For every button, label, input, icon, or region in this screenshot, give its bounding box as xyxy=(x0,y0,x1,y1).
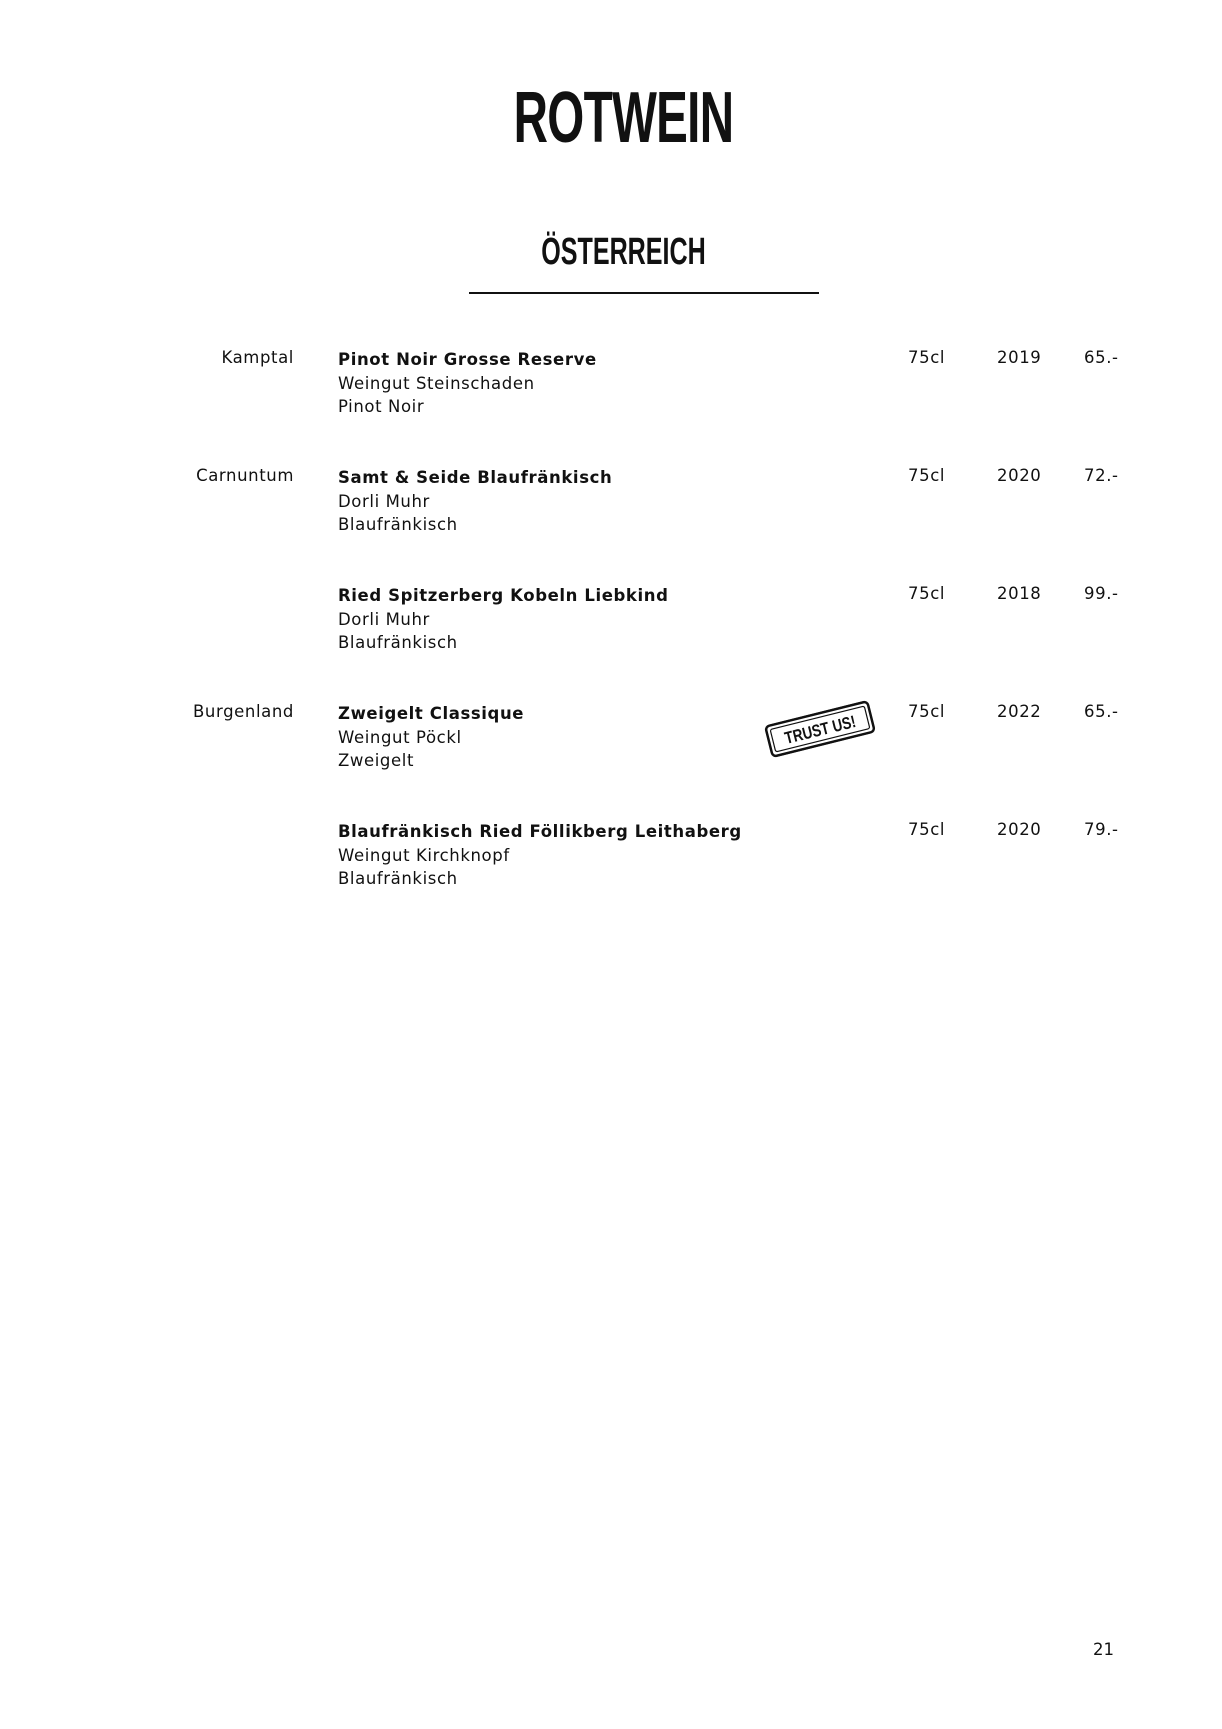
wine-name: Ried Spitzerberg Kobeln Liebkind xyxy=(338,586,669,605)
wine-year: 2020 xyxy=(997,820,1042,839)
wine-producer: Weingut Kirchknopf xyxy=(338,845,510,865)
wine-volume: 75cl xyxy=(908,466,946,485)
wine-details xyxy=(338,584,669,655)
wine-year: 2018 xyxy=(997,584,1042,603)
stamp-text: TRUST US! xyxy=(782,712,858,749)
wine-price: 72.- xyxy=(1084,466,1119,485)
wine-grape: Blaufränkisch xyxy=(338,633,458,652)
section-heading: ÖSTERREICH xyxy=(541,231,706,273)
wine-producer: Dorli Muhr xyxy=(338,491,430,511)
wine-year: 2019 xyxy=(997,348,1042,367)
wine-volume: 75cl xyxy=(908,584,946,603)
wine-volume: 75cl xyxy=(908,820,946,839)
wine-grape: Pinot Noir xyxy=(338,397,425,416)
wine-region: Kamptal xyxy=(221,348,294,367)
wine-producer: Weingut Pöckl xyxy=(338,727,462,747)
wine-volume: 75cl xyxy=(908,702,946,721)
wine-grape: Blaufränkisch xyxy=(338,869,458,888)
wine-details xyxy=(338,466,612,537)
wine-details xyxy=(338,702,524,773)
wine-price: 65.- xyxy=(1084,702,1119,721)
wine-price: 99.- xyxy=(1084,584,1119,603)
wine-details xyxy=(338,348,597,419)
wine-year: 2022 xyxy=(997,702,1042,721)
wine-name: Pinot Noir Grosse Reserve xyxy=(338,350,597,369)
wine-region: Burgenland xyxy=(193,702,294,721)
wine-producer: Weingut Steinschaden xyxy=(338,373,535,393)
wine-entry xyxy=(0,348,1222,438)
wine-region: Carnuntum xyxy=(196,466,294,485)
wine-year: 2020 xyxy=(997,466,1042,485)
wine-volume: 75cl xyxy=(908,348,946,367)
wine-producer: Dorli Muhr xyxy=(338,609,430,629)
page-title: ROTWEIN xyxy=(513,78,734,158)
wine-entry xyxy=(0,466,1222,556)
page-number: 21 xyxy=(1093,1640,1114,1659)
wine-entry xyxy=(0,584,1222,674)
wine-grape: Zweigelt xyxy=(338,751,415,770)
wine-name: Zweigelt Classique xyxy=(338,704,525,723)
wine-entry xyxy=(0,702,1222,792)
wine-grape: Blaufränkisch xyxy=(338,515,458,534)
wine-details xyxy=(338,820,742,891)
wine-price: 65.- xyxy=(1084,348,1119,367)
wine-entry xyxy=(0,820,1222,910)
wine-name: Blaufränkisch Ried Föllikberg Leithaberg xyxy=(338,822,742,841)
wine-name: Samt & Seide Blaufränkisch xyxy=(338,468,613,487)
wine-price: 79.- xyxy=(1084,820,1119,839)
section-divider xyxy=(469,292,819,294)
